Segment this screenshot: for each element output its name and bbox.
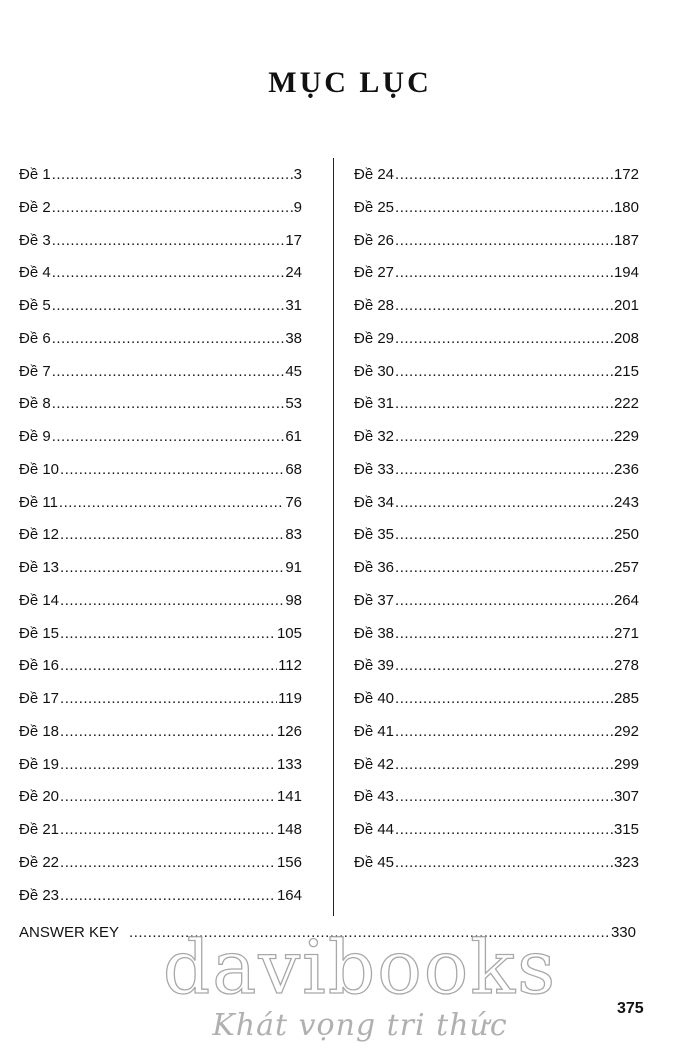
- toc-entry[interactable]: [354, 264, 639, 297]
- entry-label: Đề 10: [19, 460, 60, 478]
- toc-entry[interactable]: [19, 756, 302, 789]
- toc-entry[interactable]: [19, 723, 302, 756]
- toc-entry[interactable]: [354, 756, 639, 789]
- entry-page: 61: [285, 428, 302, 445]
- entry-label: Đề 2: [19, 198, 51, 216]
- dot-leader: [395, 723, 613, 740]
- dot-leader: [395, 854, 613, 871]
- dot-leader: [395, 592, 613, 609]
- entry-label: Đề 44: [354, 821, 395, 838]
- entry-label: Đề 5: [19, 297, 51, 314]
- entry-page: 112: [278, 657, 302, 675]
- entry-label: Đề 21: [19, 821, 60, 838]
- dot-leader: [395, 788, 613, 805]
- entry-page: 164: [276, 886, 302, 904]
- entry-label: Đề 13: [19, 559, 60, 576]
- entry-page: 38: [285, 329, 302, 347]
- entry-page: 141: [276, 788, 302, 806]
- entry-label: Đề 14: [19, 591, 60, 609]
- entry-label: Đề 34: [354, 493, 395, 511]
- entry-label: Đề 26: [354, 231, 395, 249]
- dot-leader: [60, 592, 284, 609]
- entry-page: 9: [293, 198, 302, 216]
- toc-entry[interactable]: [19, 428, 302, 461]
- entry-label: Đề 42: [354, 755, 395, 773]
- entry-label: Đề 9: [19, 428, 51, 445]
- toc-entry[interactable]: [354, 788, 639, 821]
- toc-entry[interactable]: [354, 166, 639, 199]
- dot-leader: [60, 625, 276, 642]
- toc-entry[interactable]: [354, 428, 639, 461]
- toc-entry[interactable]: [354, 232, 639, 265]
- toc-entry[interactable]: [19, 690, 302, 723]
- dot-leader: [395, 297, 613, 314]
- entry-label: Đề 8: [19, 395, 51, 413]
- entry-label: Đề 23: [19, 886, 60, 904]
- toc-entry[interactable]: [19, 821, 302, 854]
- entry-label: Đề 25: [354, 198, 395, 216]
- entry-page: 243: [613, 493, 639, 511]
- entry-page: 271: [613, 624, 639, 642]
- entry-page: 315: [613, 821, 639, 838]
- dot-leader: [52, 297, 285, 314]
- toc-entry[interactable]: [354, 657, 639, 690]
- entry-page: 3: [293, 166, 302, 183]
- toc-entry[interactable]: [354, 199, 639, 232]
- entry-label: Đề 37: [354, 591, 395, 609]
- entry-label: Đề 38: [354, 624, 395, 642]
- entry-page: 236: [613, 460, 639, 478]
- entry-page: 156: [276, 853, 302, 871]
- entry-label: Đề 7: [19, 362, 51, 380]
- entry-label: Đề 24: [354, 166, 395, 183]
- column-divider: [333, 158, 334, 916]
- toc-entry[interactable]: [19, 297, 302, 330]
- toc-entry[interactable]: [19, 461, 302, 494]
- entry-page: 250: [613, 526, 639, 544]
- dot-leader: [395, 428, 613, 445]
- toc-entry[interactable]: [19, 264, 302, 297]
- dot-leader: [52, 363, 285, 380]
- toc-entry[interactable]: [19, 363, 302, 396]
- toc-entry[interactable]: [19, 199, 302, 232]
- dot-leader: [395, 363, 613, 380]
- entry-label: Đề 3: [19, 231, 51, 249]
- entry-page: 208: [613, 329, 639, 347]
- toc-entry[interactable]: [19, 657, 302, 690]
- dot-leader: [52, 428, 285, 445]
- dot-leader: [60, 887, 276, 904]
- toc-entry[interactable]: [354, 297, 639, 330]
- toc-entry[interactable]: [354, 690, 639, 723]
- dot-leader: [60, 526, 284, 543]
- dot-leader: [395, 330, 613, 347]
- dot-leader: [52, 199, 293, 216]
- entry-label: Đề 30: [354, 362, 395, 380]
- entry-page: 133: [276, 755, 302, 773]
- toc-entry[interactable]: [19, 494, 302, 527]
- dot-leader: [395, 461, 613, 478]
- entry-page: 126: [276, 722, 302, 740]
- entry-page: 299: [613, 755, 639, 773]
- dot-leader: [395, 756, 613, 773]
- entry-label: Đề 20: [19, 788, 60, 806]
- dot-leader: [395, 559, 613, 576]
- toc-entry[interactable]: [19, 625, 302, 658]
- toc-entry[interactable]: [354, 625, 639, 658]
- entry-label: Đề 40: [354, 690, 395, 707]
- toc-left-column: [19, 166, 302, 919]
- entry-page: 17: [285, 231, 302, 249]
- entry-label: Đề 11: [19, 493, 58, 511]
- entry-page: 148: [276, 821, 302, 838]
- entry-page: 222: [613, 395, 639, 413]
- dot-leader: [395, 264, 613, 281]
- entry-label: Đề 36: [354, 559, 395, 576]
- toc-entry[interactable]: [19, 526, 302, 559]
- dot-leader: [52, 395, 285, 412]
- toc-entry[interactable]: [19, 854, 302, 887]
- watermark-brand: davibooks: [162, 925, 558, 1011]
- toc-entry[interactable]: [354, 723, 639, 756]
- entry-label: Đề 15: [19, 624, 60, 642]
- toc-entry[interactable]: [354, 821, 639, 854]
- dot-leader: [60, 854, 276, 871]
- entry-label: Đề 6: [19, 329, 51, 347]
- entry-label: Đề 4: [19, 264, 51, 282]
- entry-page: 45: [285, 362, 302, 380]
- entry-page: 76: [285, 493, 302, 511]
- dot-leader: [395, 395, 613, 412]
- dot-leader: [395, 690, 613, 707]
- entry-page: 31: [285, 297, 302, 314]
- entry-label: Đề 28: [354, 297, 395, 314]
- entry-page: 292: [613, 722, 639, 740]
- dot-leader: [60, 821, 276, 838]
- entry-label: Đề 18: [19, 722, 60, 740]
- entry-label: Đề 27: [354, 264, 395, 282]
- dot-leader: [60, 461, 284, 478]
- dot-leader: [395, 821, 613, 838]
- toc-entry[interactable]: [19, 232, 302, 265]
- entry-label: Đề 32: [354, 428, 395, 445]
- entry-page: 98: [285, 591, 302, 609]
- toc-entry[interactable]: [19, 592, 302, 625]
- dot-leader: [395, 657, 613, 674]
- toc-entry[interactable]: [354, 363, 639, 396]
- dot-leader: [52, 264, 285, 281]
- dot-leader: [59, 494, 284, 511]
- entry-page: 172: [613, 166, 639, 183]
- dot-leader: [395, 199, 613, 216]
- toc-entry[interactable]: [19, 559, 302, 592]
- toc-entry[interactable]: [19, 788, 302, 821]
- entry-label: Đề 39: [354, 657, 395, 675]
- dot-leader: [395, 232, 613, 249]
- entry-label: Đề 16: [19, 657, 60, 675]
- toc-right-column: [354, 166, 639, 887]
- entry-label: Đề 17: [19, 690, 60, 707]
- toc-entry[interactable]: [354, 461, 639, 494]
- entry-label: ANSWER KEY: [19, 924, 120, 941]
- entry-page: 180: [613, 198, 639, 216]
- page-title: MỤC LỤC: [268, 66, 432, 99]
- toc-entry[interactable]: [19, 330, 302, 363]
- toc-entry[interactable]: [354, 559, 639, 592]
- toc-entry[interactable]: [19, 395, 302, 428]
- entry-page: 323: [613, 853, 639, 871]
- toc-entry[interactable]: [354, 854, 639, 887]
- entry-page: 285: [613, 690, 639, 707]
- entry-page: 278: [613, 657, 639, 675]
- dot-leader: [60, 657, 277, 674]
- dot-leader: [60, 756, 276, 773]
- dot-leader: [395, 494, 613, 511]
- entry-page: 264: [613, 591, 639, 609]
- entry-label: Đề 33: [354, 460, 395, 478]
- page-number: 375: [617, 1000, 644, 1017]
- entry-label: Đề 29: [354, 329, 395, 347]
- entry-page: 68: [285, 460, 302, 478]
- entry-label: Đề 35: [354, 526, 395, 544]
- entry-label: Đề 31: [354, 395, 395, 413]
- dot-leader: [60, 788, 276, 805]
- entry-label: Đề 22: [19, 853, 60, 871]
- entry-page: 307: [613, 788, 639, 806]
- toc-entry[interactable]: [354, 330, 639, 363]
- entry-page: 91: [285, 559, 302, 576]
- toc-entry[interactable]: [354, 494, 639, 527]
- toc-entry[interactable]: [19, 166, 302, 199]
- entry-page: 53: [285, 395, 302, 413]
- dot-leader: [52, 330, 285, 347]
- entry-label: Đề 12: [19, 526, 60, 544]
- entry-page: 201: [613, 297, 639, 314]
- toc-entry[interactable]: [354, 526, 639, 559]
- entry-page: 194: [613, 264, 639, 282]
- dot-leader: [60, 690, 277, 707]
- entry-label: Đề 41: [354, 722, 395, 740]
- entry-page: 229: [613, 428, 639, 445]
- dot-leader: [395, 625, 613, 642]
- dot-leader: [60, 723, 276, 740]
- entry-label: Đề 19: [19, 755, 60, 773]
- entry-page: 215: [613, 362, 639, 380]
- toc-entry[interactable]: [19, 887, 302, 920]
- toc-entry[interactable]: [354, 395, 639, 428]
- dot-leader: [52, 232, 285, 249]
- entry-page: 119: [278, 690, 302, 707]
- entry-page: 83: [285, 526, 302, 544]
- entry-page: 187: [613, 231, 639, 249]
- entry-page: 24: [285, 264, 302, 282]
- watermark-slogan: Khát vọng tri thức: [212, 1008, 508, 1043]
- entry-label: Đề 45: [354, 853, 395, 871]
- dot-leader: [60, 559, 284, 576]
- dot-leader: [395, 166, 613, 183]
- toc-entry[interactable]: [354, 592, 639, 625]
- entry-page: 105: [276, 624, 302, 642]
- entry-label: Đề 43: [354, 788, 395, 806]
- entry-page: 330: [610, 924, 636, 941]
- dot-leader: [395, 526, 613, 543]
- entry-label: Đề 1: [19, 166, 51, 183]
- entry-page: 257: [613, 559, 639, 576]
- dot-leader: [52, 166, 293, 183]
